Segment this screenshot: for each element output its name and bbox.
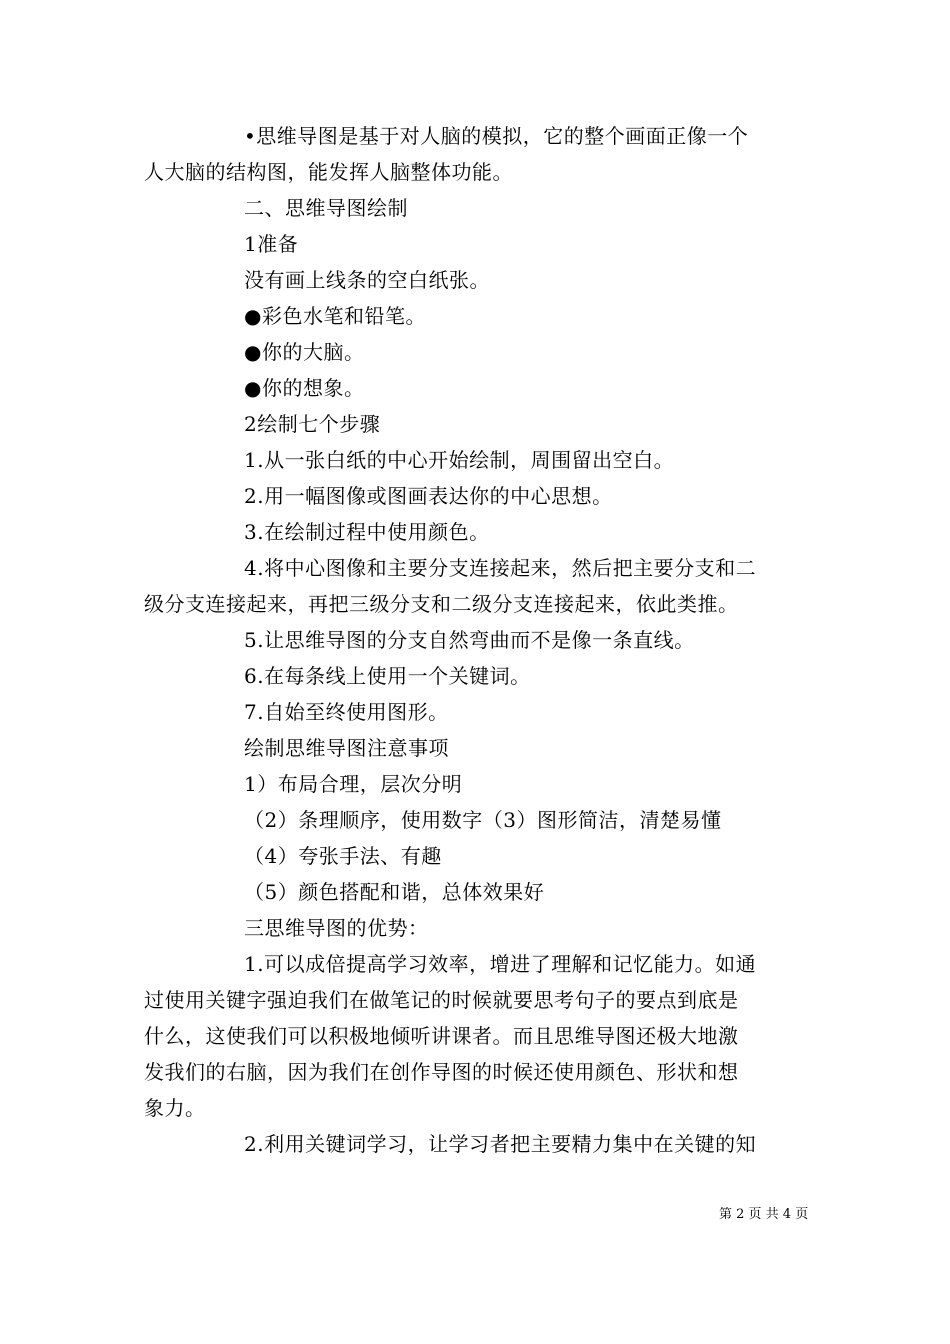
section-heading: 三思维导图的优势： [244,916,429,940]
subsection-heading: 1准备 [244,232,299,256]
step-item: 7.自始至终使用图形。 [244,700,449,724]
step-item: 5.让思维导图的分支自然弯曲而不是像一条直线。 [244,628,695,652]
list-item: （4）夸张手法、有趣 [244,844,442,868]
paragraph-line: 象力。 [144,1096,206,1120]
subsection-heading: 2绘制七个步骤 [244,412,381,436]
paragraph-line: •思维导图是基于对人脑的模拟，它的整个画面正像一个 [244,124,749,148]
paragraph-line: 2.利用关键词学习，让学习者把主要精力集中在关键的知 [244,1132,757,1156]
step-item-continued: 级分支连接起来，再把三级分支和二级分支连接起来，依此类推。 [144,592,739,616]
bullet-item: ●你的想象。 [244,376,365,400]
paragraph-line: 人大脑的结构图，能发挥人脑整体功能。 [144,160,513,184]
page-number-footer: 第 2 页 共 4 页 [719,1207,809,1222]
bullet-item: ●彩色水笔和铅笔。 [244,304,426,328]
paragraph-line: 过使用关键字强迫我们在做笔记的时候就要思考句子的要点到底是 [144,988,739,1012]
list-item: （2）条理顺序，使用数字（3）图形简洁，清楚易懂 [244,808,722,832]
list-item: （5）颜色搭配和谐，总体效果好 [244,880,545,904]
paragraph-line: 1.可以成倍提高学习效率，增进了理解和记忆能力。如通 [244,952,757,976]
step-item: 3.在绘制过程中使用颜色。 [244,520,490,544]
list-item: 1）布局合理，层次分明 [244,772,463,796]
step-item: 6.在每条线上使用一个关键词。 [244,664,531,688]
subsection-heading: 绘制思维导图注意事项 [244,736,449,760]
step-item: 4.将中心图像和主要分支连接起来，然后把主要分支和二 [244,556,757,580]
paragraph-line: 没有画上线条的空白纸张。 [244,268,490,292]
section-heading: 二、思维导图绘制 [244,196,408,220]
bullet-item: ●你的大脑。 [244,340,365,364]
paragraph-line: 发我们的右脑，因为我们在创作导图的时候还使用颜色、形状和想 [144,1060,739,1084]
paragraph-line: 什么，这使我们可以积极地倾听讲课者。而且思维导图还极大地激 [144,1024,739,1048]
step-item: 1.从一张白纸的中心开始绘制，周围留出空白。 [244,448,675,472]
step-item: 2.用一幅图像或图画表达你的中心思想。 [244,484,613,508]
